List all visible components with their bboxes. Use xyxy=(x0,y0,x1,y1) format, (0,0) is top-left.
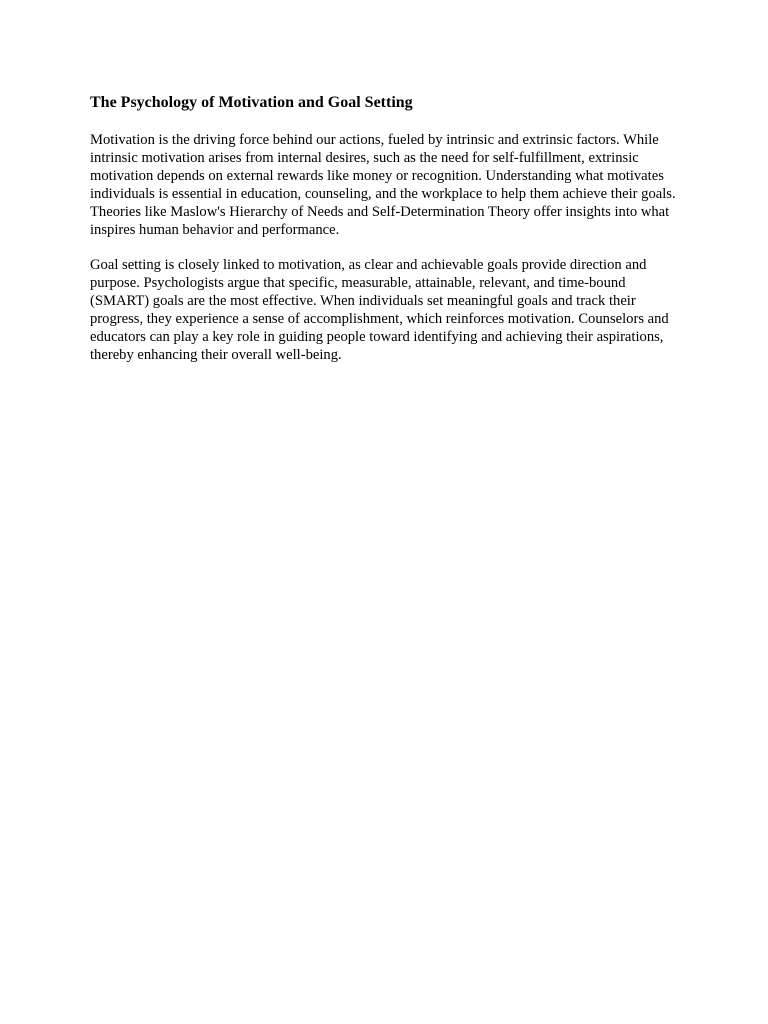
paragraph-motivation: Motivation is the driving force behind our actions, fueled by intrinsic and extrinsic factors. While intrinsic motivation arises from internal desires, such as the need for self-fulfillment, extrinsic motivation depends on external rewards like money or recognition. Understanding what motivates individuals is essential in education, counseling, and the workplace to help them achieve their goals. Theories like Maslow's Hierarchy of Needs and Self-Determination Theory offer insights into what inspires human behavior and performance. xyxy=(90,132,676,238)
document-title: The Psychology of Motivation and Goal Setting xyxy=(90,94,413,111)
paragraph-goal-setting: Goal setting is closely linked to motivation, as clear and achievable goals provide direction and purpose. Psychologists argue that specific, measurable, attainable, relevant, and time-bound (SMART) goals are the most effective. When individuals set meaningful goals and track their progress, they experience a sense of accomplishment, which reinforces motivation. Counselors and educators can play a key role in guiding people toward identifying and achieving their aspirations, thereby enhancing their overall well-being. xyxy=(90,257,669,363)
document-body xyxy=(90,92,682,383)
